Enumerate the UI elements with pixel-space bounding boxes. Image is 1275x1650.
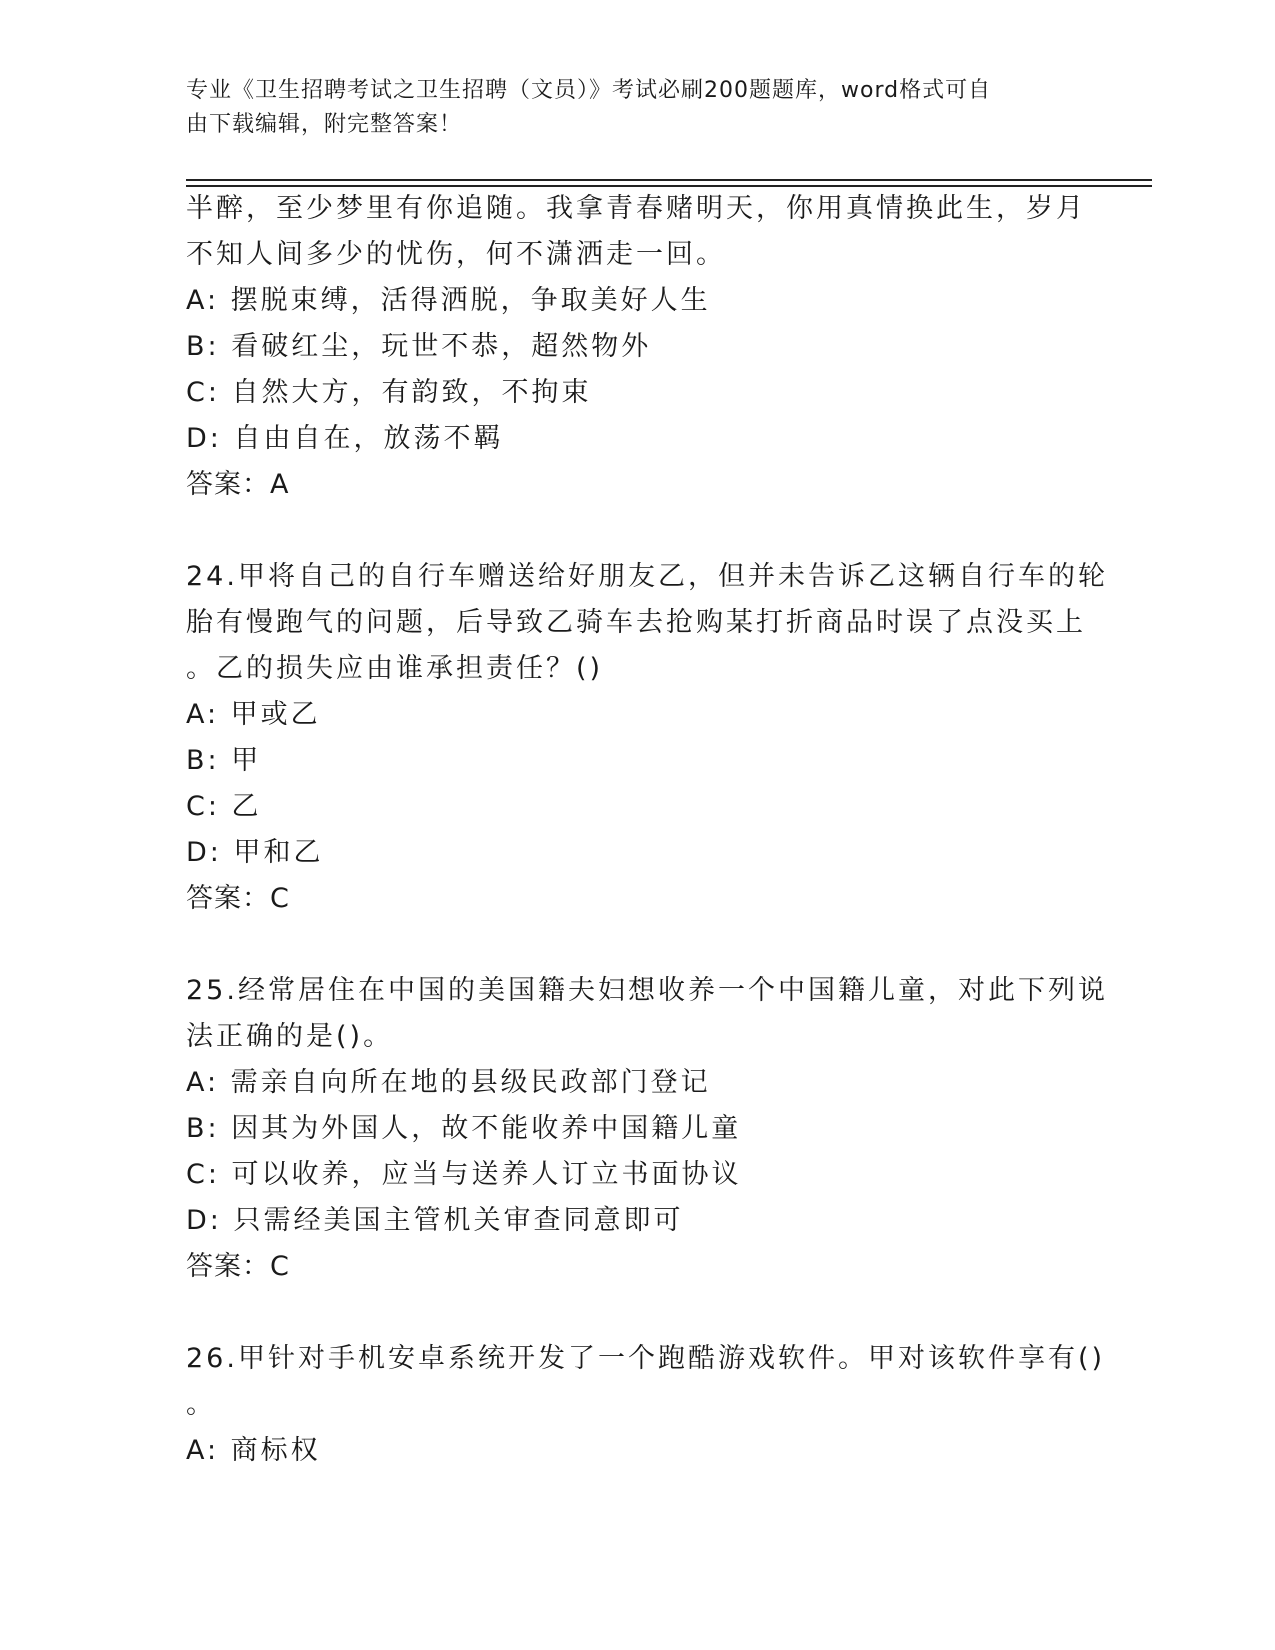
question-stem-line: 26.甲针对手机安卓系统开发了一个跑酷游戏软件。甲对该软件享有() [186,1343,1106,1374]
option-a: A: 甲或乙 [186,699,321,730]
question-content [186,186,1108,1474]
answer-line: 答案：C [186,1251,290,1282]
option-d: D: 甲和乙 [186,837,324,868]
question-stem-line: 25.经常居住在中国的美国籍夫妇想收养一个中国籍儿童，对此下列说 [186,975,1108,1006]
option-c: C: 乙 [186,791,262,822]
question-spacer [186,1290,1086,1336]
question-stem-line: 。乙的损失应由谁承担责任？() [186,653,604,684]
option-b: B: 因其为外国人，故不能收养中国籍儿童 [186,1113,742,1144]
question-26 [186,1336,1106,1474]
header-divider-top [186,179,1152,181]
option-a: A: 摆脱束缚，活得洒脱，争取美好人生 [186,285,711,316]
question-stem-line: 胎有慢跑气的问题，后导致乙骑车去抢购某打折商品时误了点没买上 [186,607,1086,638]
option-a: A: 需亲自向所在地的县级民政部门登记 [186,1067,711,1098]
question-25 [186,968,1108,1290]
question-23 [186,186,1086,508]
header-title-line-1: 专业《卫生招聘考试之卫生招聘（文员）》考试必刷200题题库，word格式可自 [186,78,992,103]
answer-line: 答案：A [186,469,290,500]
question-spacer [186,508,1086,554]
question-stem-line: 不知人间多少的忧伤，何不潇洒走一回。 [186,239,726,270]
question-stem-line: 24.甲将自己的自行车赠送给好朋友乙，但并未告诉乙这辆自行车的轮 [186,561,1108,592]
option-c: C: 自然大方，有韵致，不拘束 [186,377,592,408]
question-stem-line: 半醉，至少梦里有你追随。我拿青春赌明天，你用真情换此生，岁月 [186,193,1086,224]
question-24 [186,554,1108,922]
option-d: D: 自由自在，放荡不羁 [186,423,504,454]
question-stem-line: 法正确的是()。 [186,1021,394,1052]
option-b: B: 甲 [186,745,262,776]
option-b: B: 看破红尘，玩世不恭，超然物外 [186,331,652,362]
option-d: D: 只需经美国主管机关审查同意即可 [186,1205,684,1236]
header-title-line-2: 由下载编辑，附完整答案！ [186,112,463,137]
option-a: A: 商标权 [186,1435,321,1466]
answer-line: 答案：C [186,883,290,914]
option-c: C: 可以收养，应当与送养人订立书面协议 [186,1159,742,1190]
question-stem-line: 。 [186,1389,216,1420]
document-header [186,74,1066,142]
question-spacer [186,922,1086,968]
